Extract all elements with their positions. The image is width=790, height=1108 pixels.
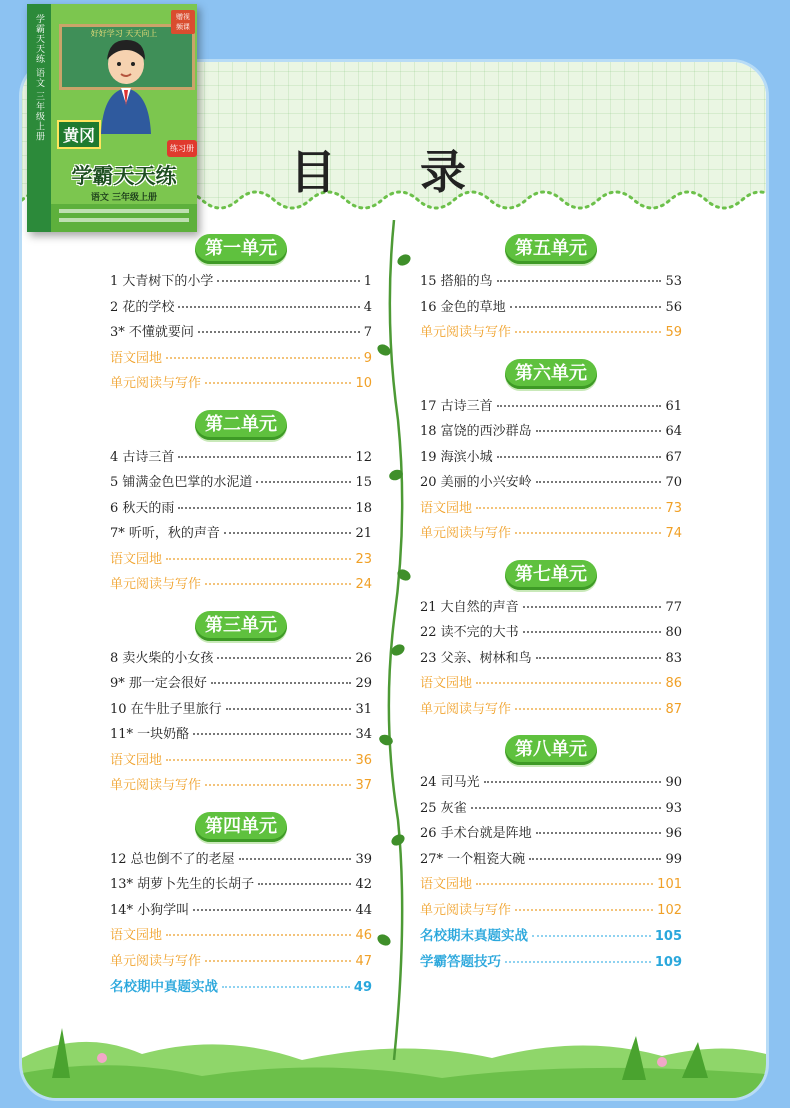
toc-entry-label: 16 金色的草地	[420, 299, 506, 315]
toc-entry-page: 15	[355, 475, 372, 490]
toc-entry[interactable]	[110, 347, 372, 373]
toc-entry-label: 9* 那一定会很好	[110, 676, 207, 691]
dot-leader	[205, 960, 351, 962]
toc-entry[interactable]	[110, 672, 372, 698]
toc-entry-page: 49	[353, 980, 372, 995]
toc-entry-label: 4 古诗三首	[110, 449, 175, 465]
toc-entry[interactable]	[110, 471, 372, 497]
toc-entry-label: 名校期中真题实战	[110, 979, 218, 995]
toc-entry-label: 单元阅读与写作	[110, 953, 202, 969]
book-front	[51, 4, 197, 232]
toc-entry-label: 23 父亲、树林和鸟	[420, 650, 532, 666]
toc-entry-page: 53	[665, 274, 682, 289]
dot-leader	[193, 909, 351, 911]
toc-entry[interactable]	[420, 321, 682, 347]
toc-entry[interactable]	[420, 950, 682, 976]
toc-entry-page: 56	[665, 299, 682, 315]
toc-entry[interactable]	[420, 873, 682, 899]
toc-entry-page: 42	[355, 877, 372, 892]
toc-entry-page: 29	[355, 676, 372, 691]
toc-entry-page: 23	[355, 551, 372, 567]
toc-entry-label: 单元阅读与写作	[420, 701, 512, 717]
toc-entry-page: 109	[654, 954, 682, 970]
toc-entry-label: 语文园地	[420, 500, 473, 516]
toc-entry[interactable]	[420, 899, 682, 925]
dot-leader	[205, 382, 351, 384]
unit-header: 第七单元	[505, 560, 597, 590]
toc-entry-page: 18	[355, 500, 372, 516]
toc-entry-page: 83	[665, 650, 682, 666]
toc-entry-page: 47	[355, 953, 372, 969]
dot-leader	[217, 657, 351, 659]
toc-entry[interactable]	[420, 647, 682, 673]
toc-entry-page: 9	[363, 350, 372, 366]
toc-entry-page: 102	[657, 902, 682, 918]
toc-entry-label: 25 灰雀	[420, 800, 467, 816]
toc-entry-label: 单元阅读与写作	[420, 325, 512, 340]
toc-entry[interactable]	[420, 471, 682, 497]
toc-entry[interactable]	[420, 848, 682, 874]
toc-entry-label: 24 司马光	[420, 775, 480, 790]
toc-entry[interactable]	[110, 723, 372, 749]
dot-leader	[178, 507, 351, 509]
toc-entry-page: 93	[665, 800, 682, 816]
dot-leader	[515, 708, 661, 710]
toc-entry-label: 单元阅读与写作	[420, 902, 512, 918]
dot-leader	[166, 558, 351, 560]
toc-entry-label: 22 读不完的大书	[420, 625, 519, 640]
toc-entry-page: 1	[363, 274, 372, 289]
page-title: 目 录	[289, 145, 500, 199]
toc-entry-label: 6 秋天的雨	[110, 500, 175, 516]
toc-entry[interactable]	[110, 848, 372, 874]
toc-entry-page: 64	[665, 424, 682, 439]
unit-header: 第三单元	[195, 611, 287, 641]
toc-entry[interactable]	[110, 497, 372, 523]
toc-entry[interactable]	[110, 548, 372, 574]
toc-entry[interactable]	[420, 822, 682, 848]
toc-entry[interactable]	[110, 647, 372, 673]
toc-entry-label: 5 铺满金色巴掌的水泥道	[110, 475, 253, 490]
toc-entry-label: 语文园地	[110, 551, 163, 567]
dot-leader	[476, 682, 661, 684]
toc-entry-label: 单元阅读与写作	[420, 526, 512, 541]
toc-entry-label: 单元阅读与写作	[110, 376, 202, 391]
toc-entry[interactable]	[420, 621, 682, 647]
toc-entry-page: 101	[657, 877, 682, 892]
toc-entry[interactable]	[110, 372, 372, 398]
toc-entry-page: 77	[665, 599, 682, 615]
dot-leader	[226, 708, 352, 710]
dot-leader	[484, 781, 662, 783]
toc-entry-label: 7* 听听，秋的声音	[110, 526, 220, 541]
student-illustration	[91, 34, 161, 134]
toc-entry-page: 24	[355, 577, 372, 592]
toc-entry-label: 3* 不懂就要问	[110, 325, 194, 340]
toc-entry-label: 2 花的学校	[110, 299, 175, 315]
toc-entry-page: 61	[665, 398, 682, 414]
toc-entry-label: 14* 小狗学叫	[110, 902, 190, 918]
unit-header: 第一单元	[195, 234, 287, 264]
dot-leader	[476, 883, 653, 885]
dot-leader	[198, 331, 360, 333]
toc-entry-page: 99	[665, 851, 682, 867]
dot-leader	[178, 306, 359, 308]
unit-header: 第五单元	[505, 234, 597, 264]
toc-entry[interactable]	[420, 446, 682, 472]
book-spine	[27, 4, 51, 232]
toc-entry-label: 18 富饶的西沙群岛	[420, 424, 532, 439]
toc-entry[interactable]	[420, 797, 682, 823]
toc-entry[interactable]	[420, 596, 682, 622]
dot-leader	[536, 430, 662, 432]
toc-entry-label: 19 海滨小城	[420, 449, 493, 465]
toc-entry-page: 87	[665, 701, 682, 717]
dot-leader	[205, 583, 351, 585]
dot-leader	[258, 883, 351, 885]
unit-header: 第六单元	[505, 359, 597, 389]
dot-leader	[515, 331, 661, 333]
dot-leader	[536, 657, 662, 659]
toc-entry-page: 31	[355, 701, 372, 717]
toc-entry[interactable]	[110, 950, 372, 976]
toc-entry-page: 46	[355, 928, 372, 943]
toc-entry-page: 44	[355, 902, 372, 918]
toc-entry-label: 语文园地	[110, 928, 163, 943]
toc-entry-label: 单元阅读与写作	[110, 778, 202, 793]
toc-entry-page: 74	[665, 526, 682, 541]
dot-leader	[256, 481, 351, 483]
toc-entry[interactable]	[110, 446, 372, 472]
toc-entry[interactable]	[420, 296, 682, 322]
toc-entry-page: 86	[665, 676, 682, 691]
dot-leader	[217, 280, 359, 282]
toc-entry-page: 39	[355, 851, 372, 867]
dot-leader	[166, 357, 360, 359]
dot-leader	[536, 481, 662, 483]
toc-entry[interactable]	[110, 873, 372, 899]
toc-entry-page: 4	[363, 299, 372, 315]
dot-leader	[510, 306, 662, 308]
toc-entry[interactable]	[110, 573, 372, 599]
toc-entry-label: 学霸答题技巧	[420, 953, 501, 970]
toc-entry[interactable]	[420, 497, 682, 523]
dot-leader	[515, 909, 653, 911]
book-spine-text: 学霸天天练 语文 三年级上册	[34, 14, 44, 142]
toc-entry-label: 21 大自然的声音	[420, 599, 519, 615]
dot-leader	[224, 532, 352, 534]
toc-right-column	[420, 234, 682, 975]
unit-header: 第八单元	[505, 735, 597, 765]
unit-header: 第二单元	[195, 410, 287, 440]
dot-leader	[178, 456, 351, 458]
toc-entry[interactable]	[110, 924, 372, 950]
toc-entry-label: 26 手术台就是阵地	[420, 826, 532, 841]
toc-entry[interactable]	[110, 698, 372, 724]
toc-entry-label: 12 总也倒不了的老屋	[110, 851, 235, 867]
toc-entry[interactable]	[420, 924, 682, 950]
toc-entry[interactable]	[110, 522, 372, 548]
toc-entry[interactable]	[110, 774, 372, 800]
toc-entry-label: 8 卖火柴的小女孩	[110, 650, 214, 666]
dot-leader	[497, 280, 662, 282]
toc-entry-label: 单元阅读与写作	[110, 577, 202, 592]
toc-entry-page: 90	[665, 775, 682, 790]
dot-leader	[505, 961, 651, 963]
toc-entry[interactable]	[420, 672, 682, 698]
toc-entry-label: 13* 胡萝卜先生的长胡子	[110, 877, 255, 892]
toc-entry-page: 70	[665, 475, 682, 490]
toc-entry[interactable]	[420, 270, 682, 296]
dot-leader	[239, 858, 352, 860]
toc-entry[interactable]	[110, 296, 372, 322]
toc-entry-page: 10	[355, 376, 372, 391]
toc-entry-label: 11* 一块奶酪	[110, 727, 190, 742]
book-motto: 好好学习 天天向上	[90, 29, 158, 38]
dot-leader	[166, 934, 351, 936]
toc-entry[interactable]	[420, 420, 682, 446]
toc-entry[interactable]	[110, 321, 372, 347]
toc-entry[interactable]	[110, 749, 372, 775]
toc-entry-page: 67	[665, 449, 682, 465]
toc-entry-label: 10 在牛肚子里旅行	[110, 701, 222, 717]
dot-leader	[523, 606, 662, 608]
dot-leader	[515, 532, 661, 534]
toc-entry-page: 26	[355, 650, 372, 666]
toc-entry-page: 7	[363, 325, 372, 340]
vine-divider	[374, 220, 414, 1060]
toc-entry-label: 27* 一个粗瓷大碗	[420, 851, 526, 867]
book-title: 学霸天天练	[71, 164, 177, 188]
dot-leader	[471, 807, 662, 809]
toc-entry[interactable]	[420, 698, 682, 724]
dot-leader	[211, 682, 352, 684]
toc-entry-page: 105	[654, 929, 682, 944]
toc-entry[interactable]	[110, 975, 372, 1001]
toc-entry-label: 15 搭船的鸟	[420, 274, 493, 289]
dot-leader	[476, 507, 661, 509]
toc-entry-label: 1 大青树下的小学	[110, 274, 214, 289]
toc-entry-page: 12	[355, 449, 372, 465]
toc-entry-page: 96	[665, 826, 682, 841]
toc-entry-page: 34	[355, 727, 372, 742]
dot-leader	[497, 456, 662, 458]
toc-entry[interactable]	[420, 771, 682, 797]
toc-entry-page: 37	[355, 778, 372, 793]
dot-leader	[166, 759, 351, 761]
dot-leader	[205, 784, 351, 786]
toc-entry-label: 语文园地	[110, 350, 163, 366]
toc-entry-label: 语文园地	[110, 752, 163, 768]
book-bottom-strip	[51, 204, 197, 232]
toc-entry-label: 17 古诗三首	[420, 398, 493, 414]
toc-entry-label: 语文园地	[420, 877, 473, 892]
toc-entry-label: 语文园地	[420, 676, 473, 691]
toc-entry-page: 80	[665, 625, 682, 640]
book-brand: 黄冈	[57, 120, 101, 149]
dot-leader	[536, 832, 662, 834]
toc-entry-label: 名校期末真题实战	[420, 928, 528, 944]
toc-entry-page: 73	[665, 500, 682, 516]
dot-leader	[523, 631, 662, 633]
toc-entry-page: 21	[355, 526, 372, 541]
book-badge: 练习册	[167, 140, 197, 157]
toc-entry-page: 59	[665, 325, 682, 340]
dot-leader	[222, 986, 350, 988]
unit-header: 第四单元	[195, 812, 287, 842]
toc-left-column	[110, 234, 372, 1001]
dot-leader	[497, 405, 662, 407]
dot-leader	[529, 858, 661, 860]
toc-entry[interactable]	[110, 270, 372, 296]
dot-leader	[193, 733, 351, 735]
toc-entry-page: 36	[355, 752, 372, 768]
book-cover-thumbnail	[27, 4, 197, 232]
toc-entry-label: 20 美丽的小兴安岭	[420, 475, 532, 490]
book-subtitle: 语文 三年级上册	[90, 193, 158, 203]
toc-entry[interactable]	[420, 522, 682, 548]
dot-leader	[532, 935, 651, 937]
book-tag: 赠视频课	[171, 10, 195, 34]
toc-entry[interactable]	[110, 899, 372, 925]
toc-entry[interactable]	[420, 395, 682, 421]
